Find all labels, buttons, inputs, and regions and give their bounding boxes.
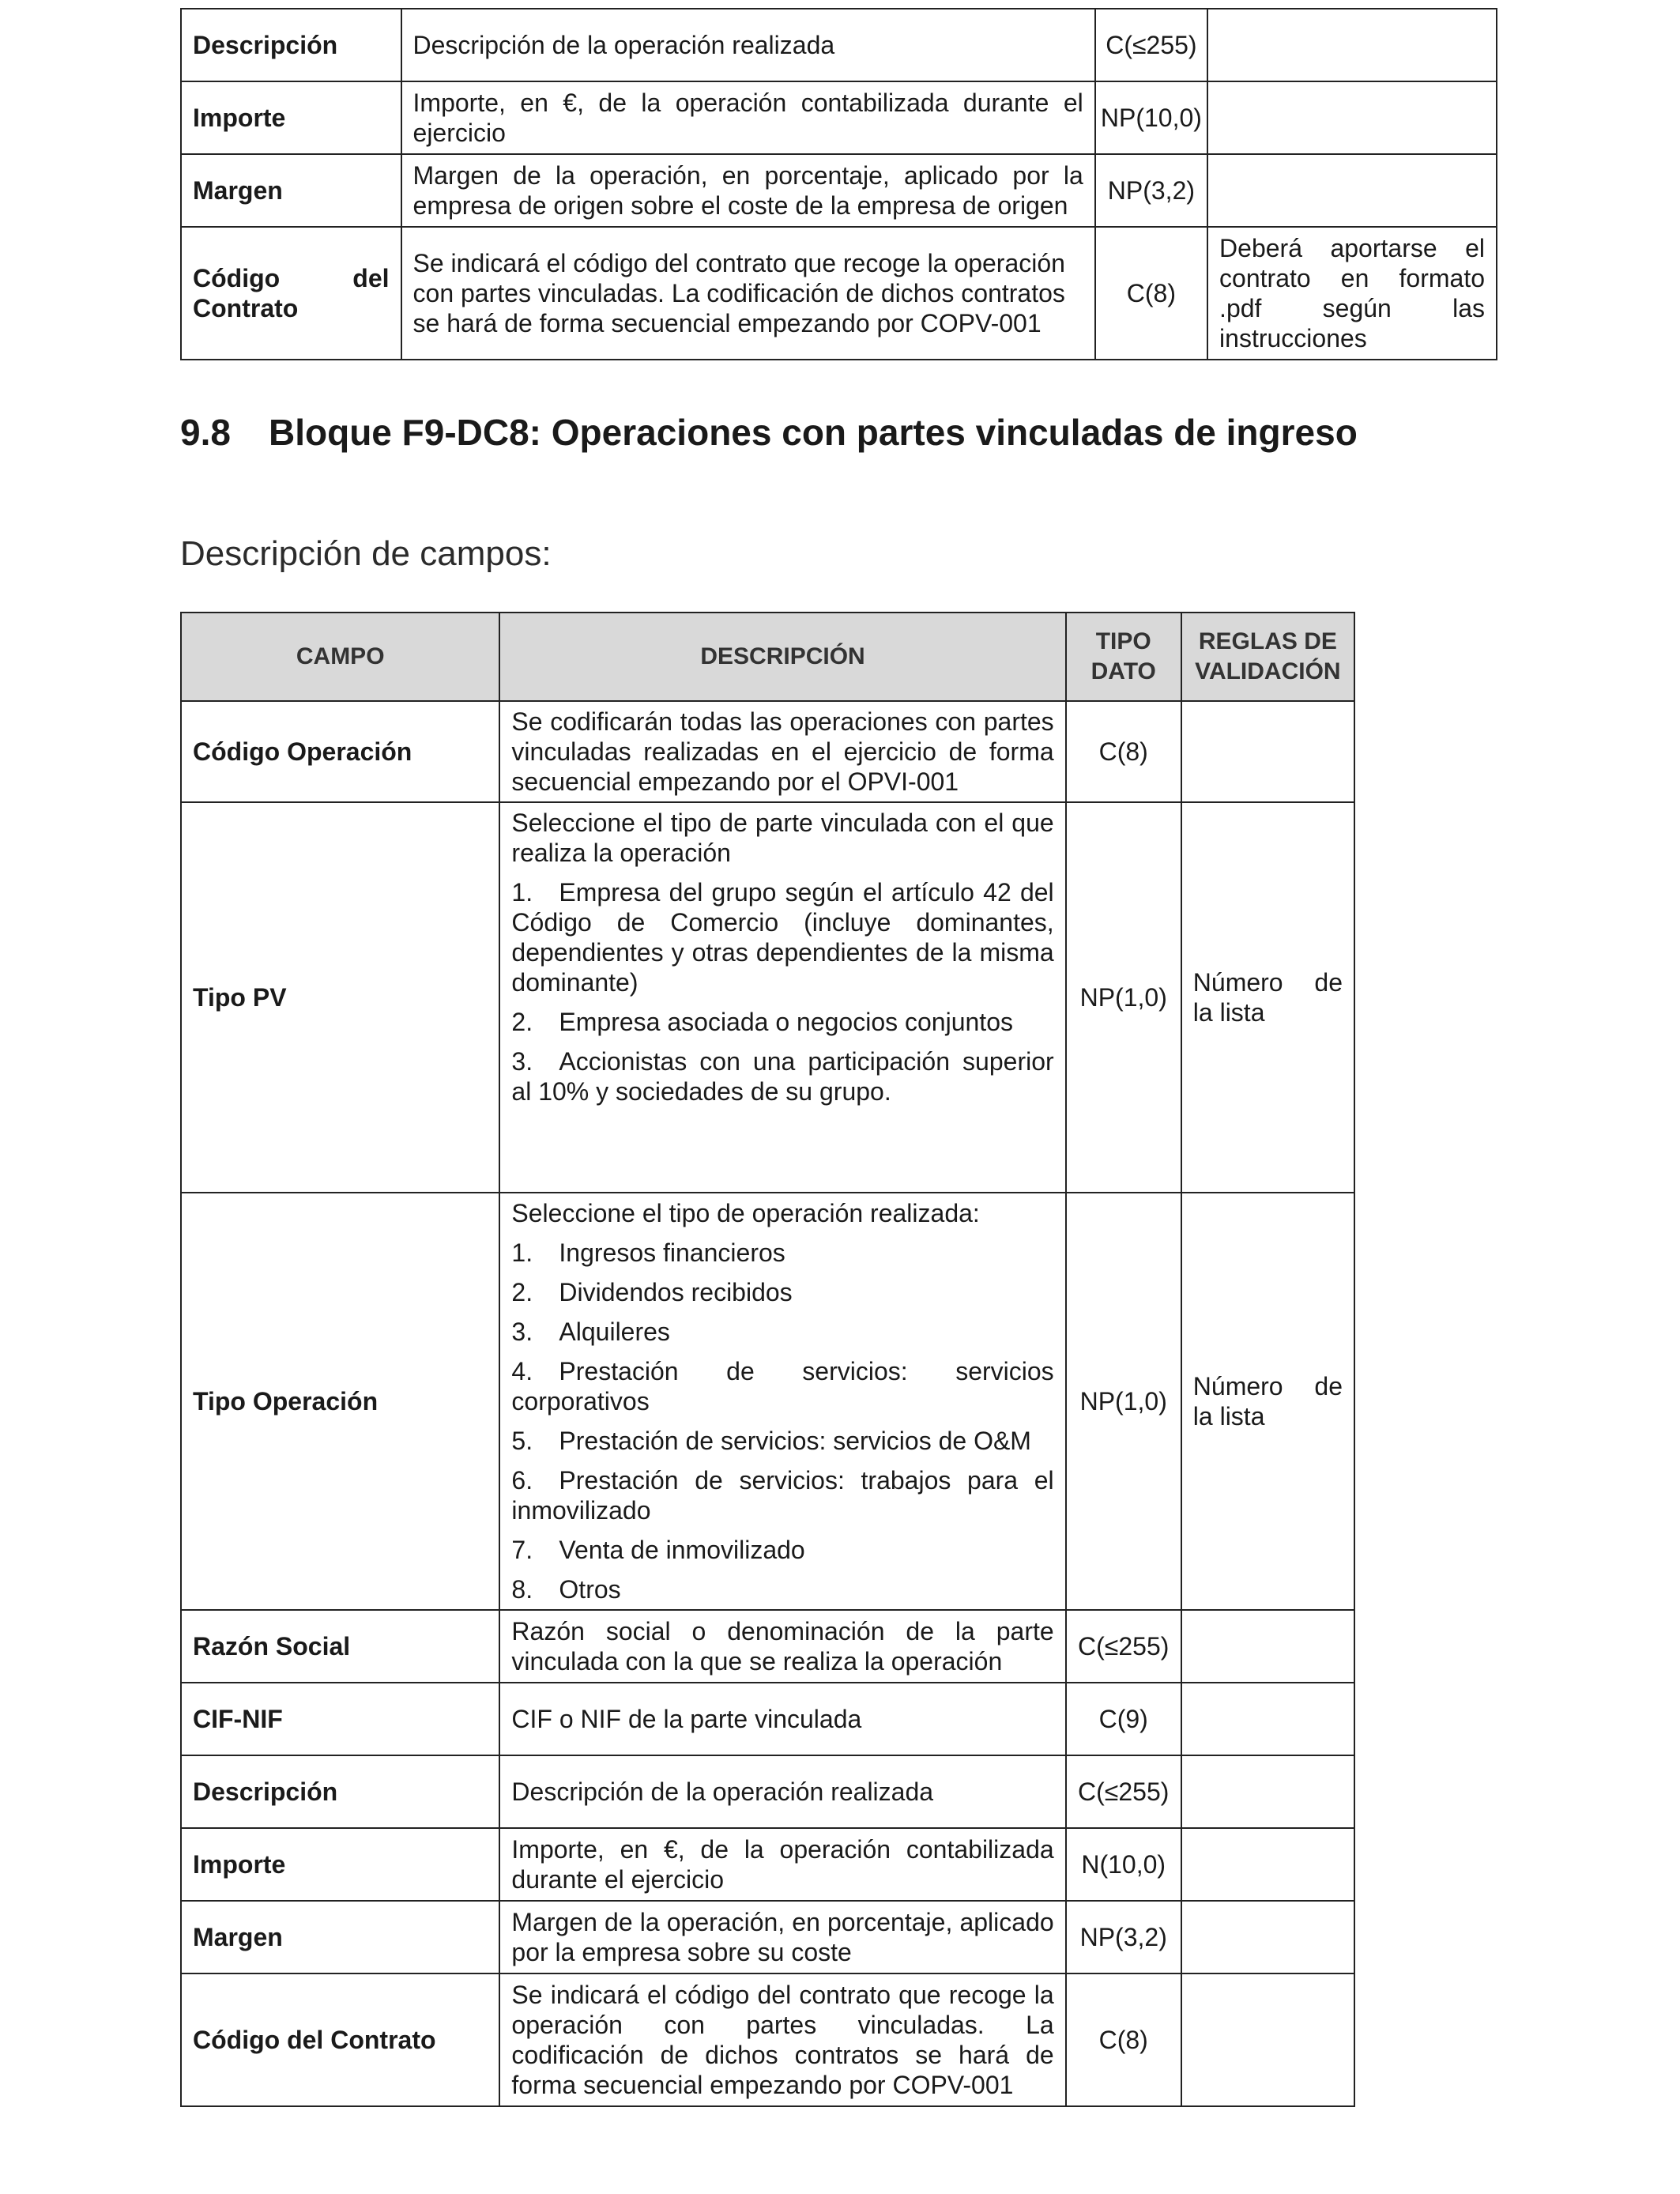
field-description: CIF o NIF de la parte vinculada [499, 1683, 1065, 1755]
description-intro: Seleccione el tipo de operación realizada: [511, 1199, 980, 1227]
column-header-tipo: TIPO DATO [1066, 613, 1181, 701]
field-name: Descripción [181, 9, 401, 81]
field-rules [1181, 1828, 1354, 1901]
list-item [511, 1465, 1053, 1525]
field-description: Razón social o denominación de la parte vinculada con la que se realiza la operación [499, 1610, 1065, 1683]
table-header-row [181, 613, 1354, 701]
list-item [511, 1574, 1053, 1604]
list-text: Prestación de servicios: servicios corporativos [511, 1357, 1054, 1416]
list-text: Prestación de servicios: servicios de O&M [559, 1427, 1031, 1455]
section-title: Bloque F9-DC8: Operaciones con partes vinculadas de ingreso [269, 412, 1358, 453]
list-number: 2. [511, 1278, 533, 1306]
field-rules [1207, 154, 1497, 227]
list-text: Alquileres [559, 1318, 670, 1346]
table-row [181, 802, 1354, 1193]
field-type: NP(3,2) [1095, 154, 1207, 227]
table-row [181, 154, 1497, 227]
field-type: C(9) [1066, 1683, 1181, 1755]
field-rules [1207, 9, 1497, 81]
field-type: NP(1,0) [1066, 1193, 1181, 1610]
field-rules [1181, 1973, 1354, 2106]
field-type: C(8) [1095, 227, 1207, 360]
field-type: NP(10,0) [1095, 81, 1207, 154]
field-description: Se indicará el código del contrato que recoge la operación con partes vinculadas. La codificación de dichos contratos se hará de forma secuencial empezando por COPV-001 [401, 227, 1095, 360]
table-row [181, 1755, 1354, 1828]
list-item [511, 1277, 1053, 1307]
field-name: Código del Contrato [181, 1973, 499, 2106]
list-item [511, 1426, 1053, 1456]
list-item [511, 1317, 1053, 1347]
subheading: Descripción de campos: [180, 534, 552, 573]
field-name: Razón Social [181, 1610, 499, 1683]
field-type: C(≤255) [1095, 9, 1207, 81]
table-row [181, 227, 1497, 360]
field-description: Descripción de la operación realizada [401, 9, 1095, 81]
list-text: Venta de inmovilizado [559, 1536, 805, 1564]
list-text: Prestación de servicios: trabajos para el inmovilizado [511, 1466, 1054, 1525]
field-description [499, 802, 1065, 1193]
section-heading [180, 411, 1358, 454]
table-row [181, 701, 1354, 802]
section-number: 9.8 [180, 412, 231, 453]
field-description: Importe, en €, de la operación contabilizada durante el ejercicio [401, 81, 1095, 154]
field-name: CIF-NIF [181, 1683, 499, 1755]
field-description: Descripción de la operación realizada [499, 1755, 1065, 1828]
list-number: 7. [511, 1536, 533, 1564]
field-type: C(≤255) [1066, 1610, 1181, 1683]
table-row [181, 81, 1497, 154]
field-type: C(8) [1066, 701, 1181, 802]
previous-fields-table [180, 8, 1497, 360]
list-number: 1. [511, 878, 533, 907]
column-header-reglas: REGLAS DE VALIDACIÓN [1181, 613, 1354, 701]
field-name: Código Operación [181, 701, 499, 802]
field-rules [1181, 1755, 1354, 1828]
field-rules [1207, 81, 1497, 154]
field-name: Importe [181, 81, 401, 154]
table-row [181, 1193, 1354, 1610]
list-item [511, 1046, 1053, 1106]
table-row [181, 1901, 1354, 1973]
list-text: Empresa asociada o negocios conjuntos [559, 1008, 1013, 1036]
list-text: Dividendos recibidos [559, 1278, 793, 1306]
list-number: 3. [511, 1318, 533, 1346]
field-name: Código del Contrato [181, 227, 401, 360]
field-rules: Deberá aportarse el contrato en formato .pdf según las instrucciones [1207, 227, 1497, 360]
list-number: 8. [511, 1575, 533, 1604]
list-number: 5. [511, 1427, 533, 1455]
list-number: 3. [511, 1047, 533, 1076]
field-name: Descripción [181, 1755, 499, 1828]
field-rules [1181, 1901, 1354, 1973]
field-description [499, 1193, 1065, 1610]
list-text: Otros [559, 1575, 621, 1604]
field-type: NP(3,2) [1066, 1901, 1181, 1973]
list-item [511, 877, 1053, 997]
table-row [181, 1828, 1354, 1901]
field-name: Importe [181, 1828, 499, 1901]
column-header-campo: CAMPO [181, 613, 499, 701]
field-description: Margen de la operación, en porcentaje, aplicado por la empresa de origen sobre el coste de la empresa de origen [401, 154, 1095, 227]
table-row [181, 1973, 1354, 2106]
table-row [181, 1610, 1354, 1683]
field-rules [1181, 701, 1354, 802]
field-name: Tipo PV [181, 802, 499, 1193]
field-type: NP(1,0) [1066, 802, 1181, 1193]
list-text: Accionistas con una participación superior al 10% y sociedades de su grupo. [511, 1047, 1054, 1106]
list-text: Ingresos financieros [559, 1238, 785, 1267]
table-row [181, 1683, 1354, 1755]
field-name: Margen [181, 1901, 499, 1973]
field-type: C(8) [1066, 1973, 1181, 2106]
field-description: Se indicará el código del contrato que recoge la operación con partes vinculadas. La codificación de dichos contratos se hará de forma secuencial empezando por COPV-001 [499, 1973, 1065, 2106]
list-item [511, 1007, 1053, 1037]
field-type: C(≤255) [1066, 1755, 1181, 1828]
field-type: N(10,0) [1066, 1828, 1181, 1901]
field-description: Margen de la operación, en porcentaje, aplicado por la empresa sobre su coste [499, 1901, 1065, 1973]
list-item [511, 1238, 1053, 1268]
field-name: Tipo Operación [181, 1193, 499, 1610]
field-rules: Número de la lista [1181, 1193, 1354, 1610]
list-number: 1. [511, 1238, 533, 1267]
list-item [511, 1535, 1053, 1565]
list-item [511, 1356, 1053, 1416]
column-header-descripcion: DESCRIPCIÓN [499, 613, 1065, 701]
list-text: Empresa del grupo según el artículo 42 del Código de Comercio (incluye dominantes, dependientes y otras dependientes de la misma dominante) [511, 878, 1054, 997]
fields-table [180, 612, 1355, 2107]
description-intro: Seleccione el tipo de parte vinculada con el que realiza la operación [511, 809, 1054, 867]
field-description: Importe, en €, de la operación contabilizada durante el ejercicio [499, 1828, 1065, 1901]
list-number: 6. [511, 1466, 533, 1495]
field-description: Se codificarán todas las operaciones con partes vinculadas realizadas en el ejercicio de forma secuencial empezando por el OPVI-001 [499, 701, 1065, 802]
field-rules [1181, 1610, 1354, 1683]
field-name: Margen [181, 154, 401, 227]
list-number: 4. [511, 1357, 533, 1385]
field-rules [1181, 1683, 1354, 1755]
field-rules: Número de la lista [1181, 802, 1354, 1193]
list-number: 2. [511, 1008, 533, 1036]
table-row [181, 9, 1497, 81]
